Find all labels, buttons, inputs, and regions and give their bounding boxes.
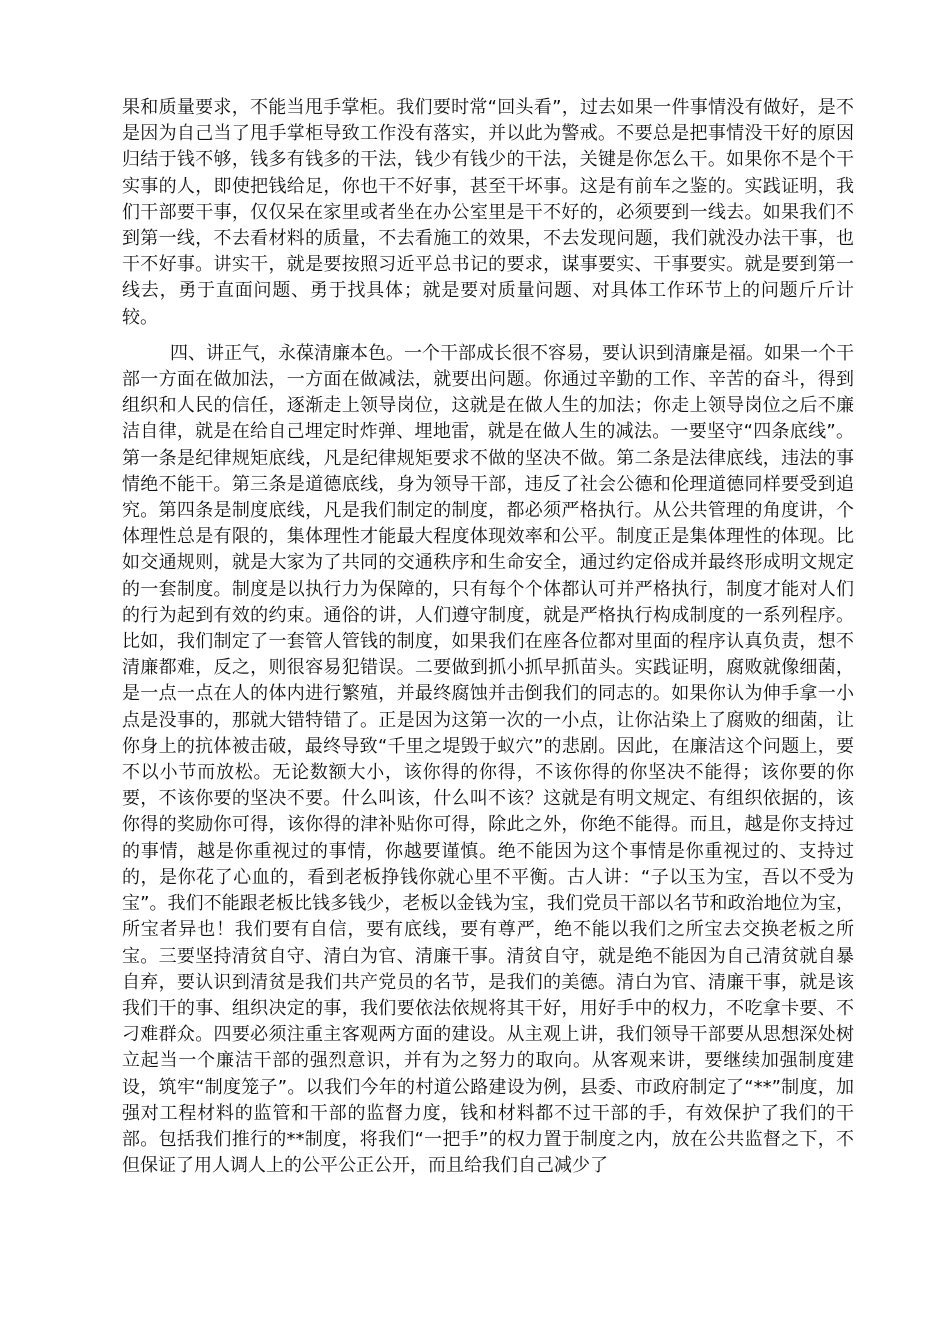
paragraph-integrity: 四、讲正气，永葆清廉本色。一个干部成长很不容易，要认识到清廉是福。如果一个干部一方面在做加法，一方面在做减法，就要出问题。你通过辛勤的工作、辛苦的奋斗，得到组织和人民的信任，逐渐走上领导岗位，这就是在做人生的加法；你走上领导岗位之后不廉洁自律，就是在给自己埋定时炸弹、埋地雷，就是在做人生的减法。一要坚守“四条底线”。第一条是纪律规矩底线，凡是纪律规矩要求不做的坚决不做。第二条是法律底线，违法的事情绝不能干。第三条是道德底线，身为领导干部，违反了社会公德和伦理道德同样要受到追究。第四条是制度底线，凡是我们制定的制度，都必须严格执行。从公共管理的角度讲，个体理性总是有限的，集体理性才能最大程度体现效率和公平。制度正是集体理性的体现。比如交通规则，就是大家为了共同的交通秩序和生命安全，通过约定俗成并最终形成明文规定的一套制度。制度是以执行力为保障的，只有每个个体都认可并严格执行，制度才能对人们的行为起到有效的约束。通俗的讲，人们遵守制度，就是严格执行构成制度的一系列程序。比如，我们制定了一套管人管钱的制度，如果我们在座各位都对里面的程序认真负责，想不清廉都难，反之，则很容易犯错误。二要做到抓小抓早抓苗头。实践证明，腐败就像细菌，是一点一点在人的体内进行繁殖，并最终腐蚀并击倒我们的同志的。如果你认为伸手拿一小点是没事的，那就大错特错了。正是因为这第一次的一小点，让你沾染上了腐败的细菌，让你身上的抗体被击破，最终导致“千里之堤毁于蚁穴”的悲剧。因此，在廉洁这个问题上，要不以小节而放松。无论数额大小，该你得的你得，不该你得的你坚决不能得；该你要的你要，不该你要的坚决不要。什么叫该，什么叫不该？这就是有明文规定、有组织依据的，该你得的奖励你可得，该你得的津补贴你可得，除此之外，你绝不能得。而且，越是你支持过的事情，越是你重视过的事情，你越要谨慎。绝不能因为这个事情是你重视过的、支持过的，是你花了心血的，看到老板挣钱你就心里不平衡。古人讲：“子以玉为宝，吾以不受为宝”。我们不能跟老板比钱多钱少，老板以金钱为宝，我们党员干部以名节和政治地位为宝，所宝者异也！我们要有自信，要有底线，要有尊严，绝不能以我们之所宝去交换老板之所宝。三要坚持清贫自守、清白为官、清廉干事。清贫自守，就是绝不能因为自己清贫就自暴自弃，要认识到清贫是我们共产党员的名节，是我们的美德。清白为官、清廉干事，就是该我们干的事、组织决定的事，我们要依法依规将其干好，用好手中的权力，不吃拿卡要、不刁难群众。四要必须注重主客观两方面的建设。从主观上讲，我们领导干部要从思想深处树立起当一个廉洁干部的强烈意识，并有为之努力的取向。从客观来讲，要继续加强制度建设，筑牢“制度笼子”。以我们今年的村道公路建设为例，县委、市政府制定了“**”制度，加强对工程材料的监管和干部的监督力度，钱和材料都不过干部的手，有效保护了我们的干部。包括我们推行的**制度，将我们“一把手”的权力置于制度之内，放在公共监督之下，不但保证了用人调人上的公平公正公开，而且给我们自己减少了 (122, 342, 854, 1177)
document-page (122, 95, 854, 1179)
paragraph-practical-work: 果和质量要求，不能当甩手掌柜。我们要时常“回头看”，过去如果一件事情没有做好，是不是因为自己当了甩手掌柜导致工作没有落实，并以此为警戒。不要总是把事情没干好的原因归结于钱不够，钱多有钱多的干法，钱少有钱少的干法，关键是你怎么干。如果你不是个干实事的人，即使把钱给足，你也干不好事，甚至干坏事。这是有前车之鉴的。实践证明，我们干部要干事，仅仅呆在家里或者坐在办公室里是干不好的，必须要到一线去。如果我们不到第一线，不去看材料的质量，不去看施工的效果，不去发现问题，我们就没办法干事，也干不好事。讲实干，就是要按照习近平总书记的要求，谋事要实、干事要实。就是要到第一线去，勇于直面问题、勇于找具体；就是要对质量问题、对具体工作环节上的问题斤斤计较。 (122, 97, 854, 328)
